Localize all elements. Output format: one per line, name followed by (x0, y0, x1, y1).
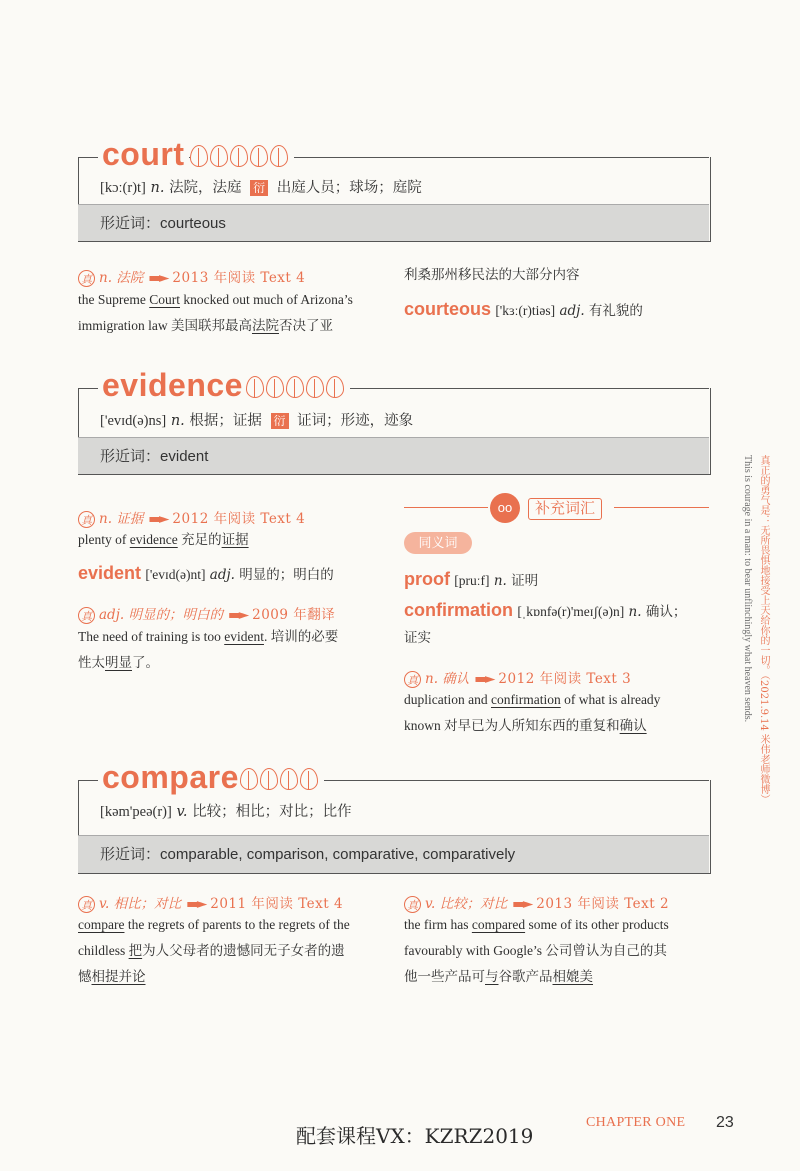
arrow-icon: ▬► (227, 607, 248, 623)
supplement-vocab-header (404, 495, 709, 521)
leaf-icon (230, 145, 248, 167)
supplement-label: 补充词汇 (528, 498, 602, 520)
chapter-label: CHAPTER ONE (586, 1115, 686, 1130)
leaf-icon (266, 376, 284, 398)
compare-similar-words: 形近词：comparable, comparison, comparative, comparatively (78, 835, 709, 873)
arrow-icon: ▬► (474, 671, 494, 687)
leaf-icon (280, 768, 298, 790)
leaf-icon (300, 768, 318, 790)
leaf-icon (270, 145, 288, 167)
zhen-icon: 真 (78, 607, 95, 624)
zhen-icon: 真 (78, 270, 95, 287)
compare-headword: compare (98, 759, 243, 796)
courteous-entry: courteous ['kɜː(r)tiəs] adj. 有礼貌的 (404, 299, 643, 319)
leaf-icon (240, 768, 258, 790)
leaf-icon (190, 145, 208, 167)
court-similar-words: 形近词：courteous (78, 204, 709, 241)
divider-line (404, 507, 488, 508)
leaf-icon (210, 145, 228, 167)
proof-entry: proof [pruːf] n. 证明 (404, 569, 539, 589)
compare-example-head-left: 真 v. 相比；对比 ▬► 2011 年阅读 Text 4 (78, 892, 343, 913)
leaf-icon (326, 376, 344, 398)
zhen-icon: 真 (404, 671, 421, 688)
arrow-icon: ▬► (148, 511, 168, 527)
leaf-icon (260, 768, 278, 790)
footer-course-info: 配套课程VX：KZRZ2019 (296, 1124, 534, 1148)
evidence-similar-words: 形近词：evident (78, 437, 709, 474)
court-definition: [kɔː(r)t] n. 法院，法庭 衍 出庭人员；球场；庭院 (100, 180, 422, 196)
arrow-icon: ▬► (148, 270, 168, 286)
court-frequency-leaves (190, 145, 294, 167)
evidence-example-text: plenty of evidence 充足的证据 (78, 532, 249, 547)
leaf-icon (306, 376, 324, 398)
confirmation-entry: confirmation [ˌkɒnfə(r)'meɪʃ(ə)n] n. 确认； 证实 (404, 600, 687, 646)
evident-entry: evident ['evɪd(ə)nt] adj. 明显的；明白的 (78, 563, 334, 583)
side-quote: 真正的勇气是：无所畏惧地接受上天给你的一切。（2021.9.14 米伟老师微博） This is courage in a man: to bear unflinchingly what heaven sends. (742, 455, 769, 805)
derived-tag: 衍 (271, 413, 289, 429)
page-number: 23 (716, 1114, 734, 1131)
evidence-example-head: 真 n. 证据 ▬► 2012 年阅读 Text 4 (78, 507, 305, 528)
evident-example-head: 真 adj. 明显的；明白的 ▬► 2009 年翻译 (78, 603, 335, 624)
compare-frequency-leaves (240, 768, 324, 790)
derived-tag: 衍 (250, 180, 268, 196)
confirmation-example-text: duplication and confirmation of what is already known 对早已为人所知东西的重复和确认 (404, 692, 661, 733)
compare-example-text-right: the firm has compared some of its other products favourably with Google’s 公司曾认为自己的其 他一些产品可与谷歌产品相媲美 (404, 917, 669, 984)
synonym-tag: 同义词 (404, 532, 472, 554)
court-headword: court (98, 136, 189, 173)
compare-example-head-right: 真 v. 比较；对比 ▬► 2013 年阅读 Text 2 (404, 892, 669, 913)
evident-example-text: The need of training is too evident. 培训的必要 性太明显了。 (78, 629, 339, 670)
court-example-continued: 利桑那州移民法的大部分内容 (404, 267, 580, 283)
leaf-icon (286, 376, 304, 398)
compare-example-text-left: compare the regrets of parents to the regrets of the childless 把为人父母者的遗憾同无子女者的遗 憾相提并论 (78, 917, 350, 984)
arrow-icon: ▬► (512, 896, 532, 912)
leaf-icon (246, 376, 264, 398)
zhen-icon: 真 (78, 896, 95, 913)
confirmation-example-head: 真 n. 确认 ▬► 2012 年阅读 Text 3 (404, 667, 631, 688)
owl-icon: oo (490, 493, 520, 523)
evidence-definition: ['evɪd(ə)ns] n. 根据；证据 衍 证词；形迹，迹象 (100, 413, 414, 429)
compare-definition: [kəm'peə(r)] v. 比较；相比；对比；比作 (100, 804, 352, 820)
evidence-headword: evidence (98, 367, 247, 404)
divider-line (614, 507, 709, 508)
court-example-text: the Supreme Court knocked out much of Arizona’s immigration law 美国联邦最高法院否决了亚 (78, 292, 353, 333)
zhen-icon: 真 (78, 511, 95, 528)
court-example-head: 真 n. 法院 ▬► 2013 年阅读 Text 4 (78, 266, 305, 287)
arrow-icon: ▬► (186, 896, 206, 912)
evidence-frequency-leaves (246, 376, 350, 398)
zhen-icon: 真 (404, 896, 421, 913)
leaf-icon (250, 145, 268, 167)
